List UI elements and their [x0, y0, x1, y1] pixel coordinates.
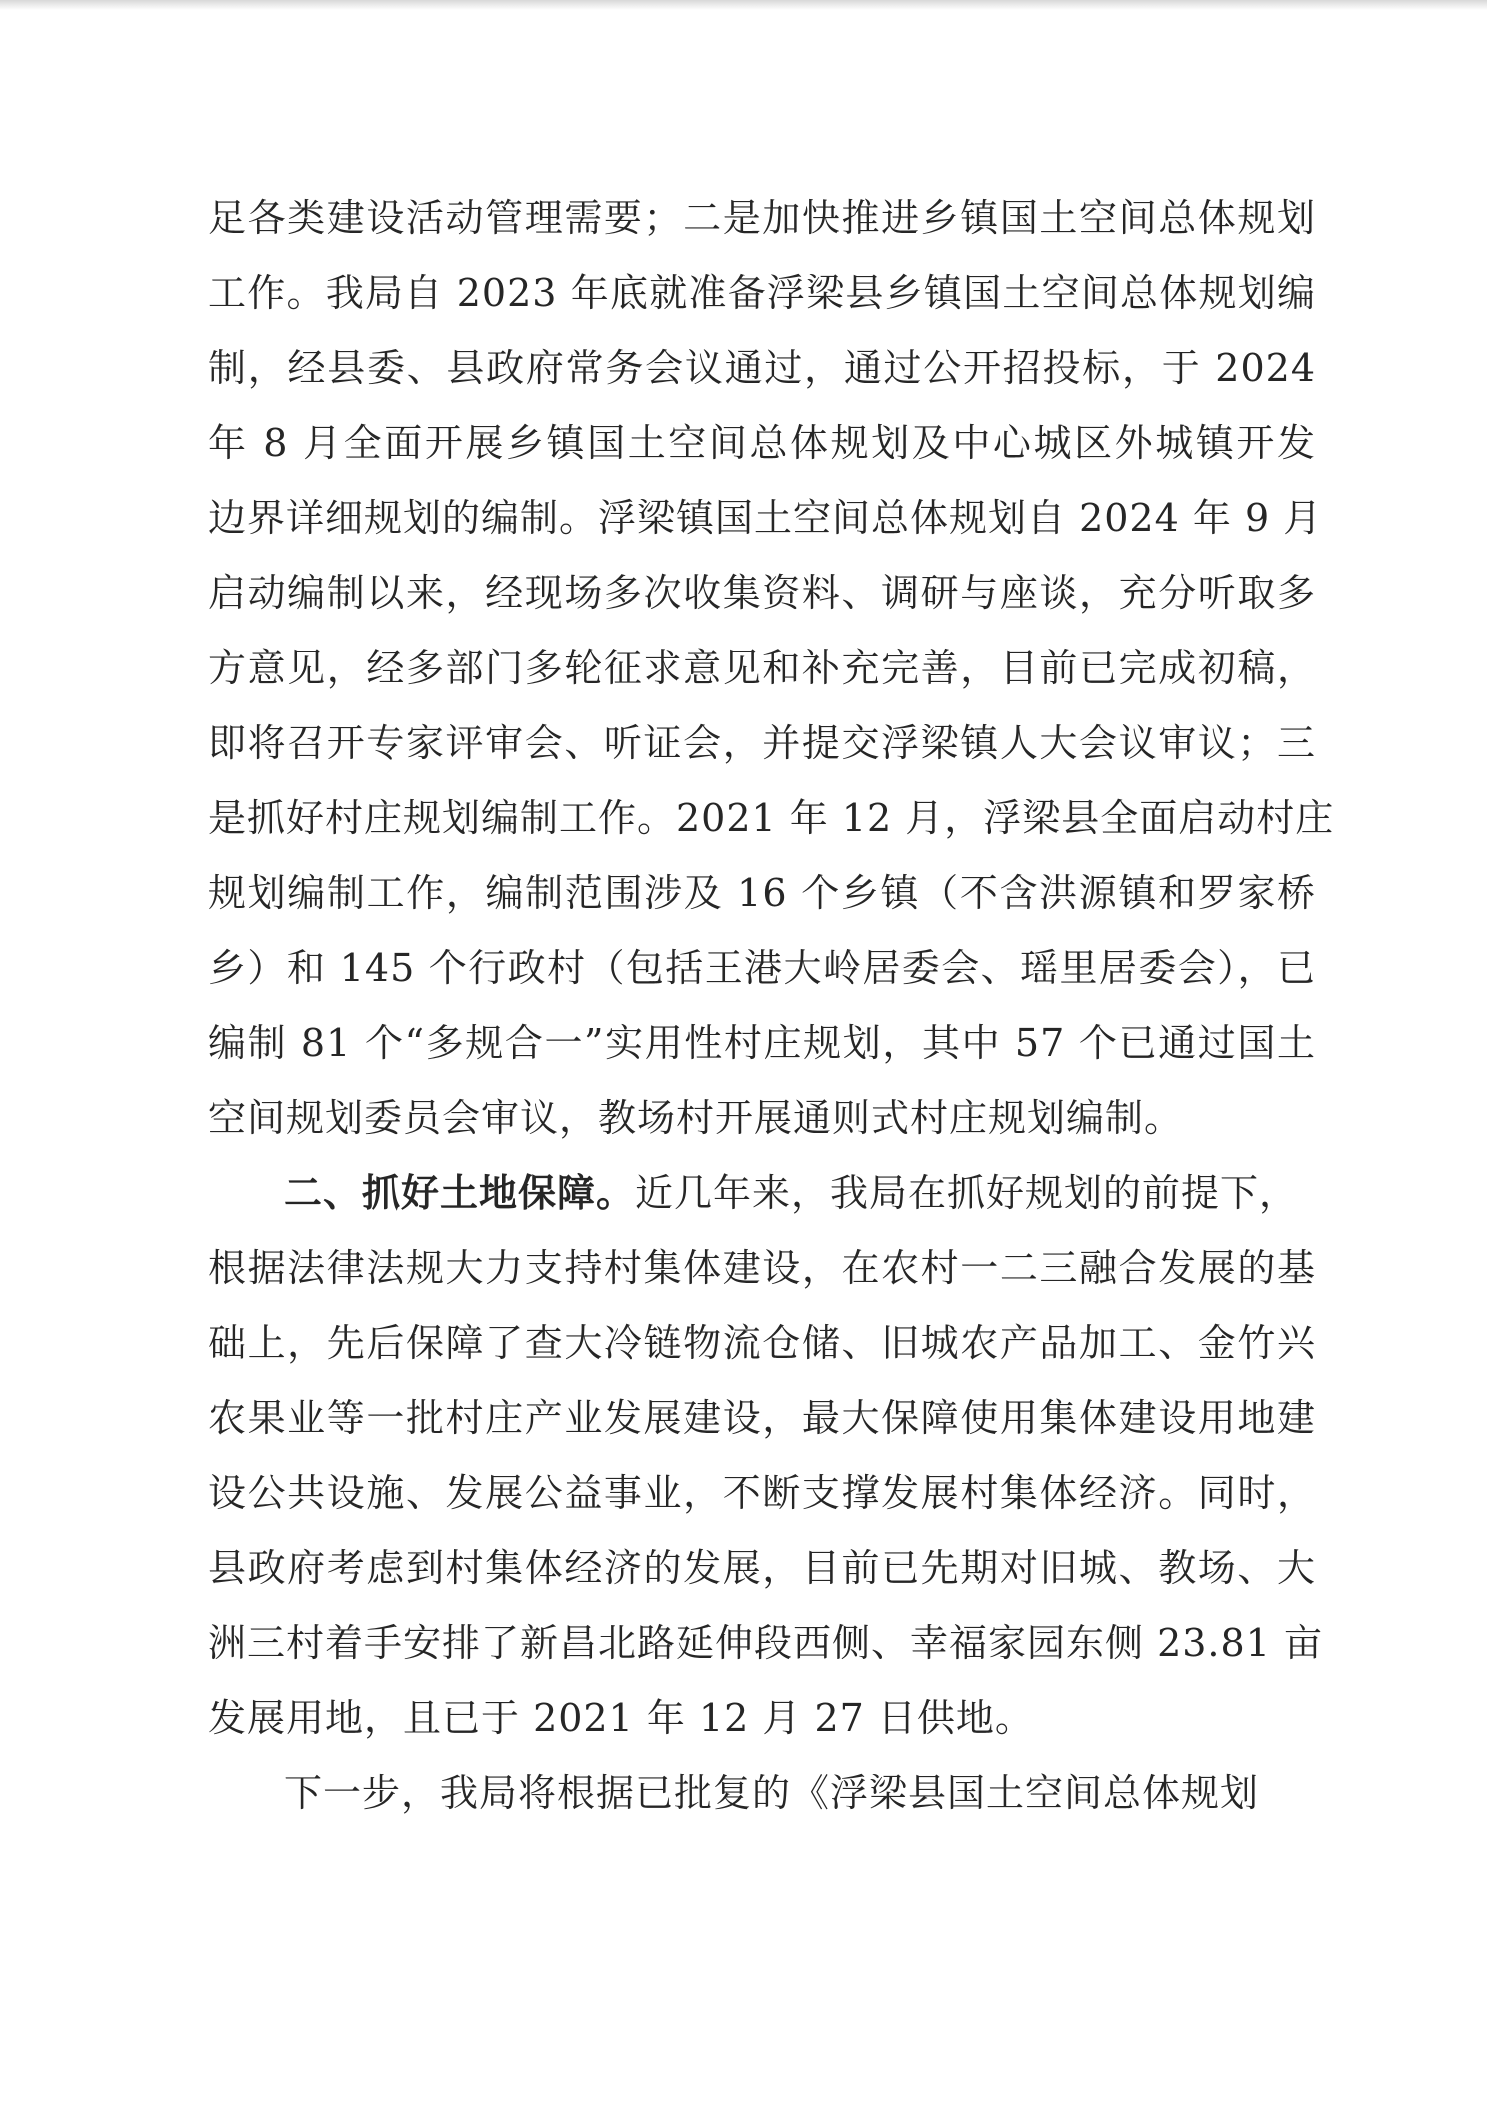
paragraph-line: 制，经县委、县政府常务会议通过，通过公开招投标，于 2024 [208, 346, 1316, 390]
paragraph-line: 即将召开专家评审会、听证会，并提交浮梁镇人大会议审议；三 [208, 721, 1316, 765]
paragraph-line: 方意见，经多部门多轮征求意见和补充完善，目前已完成初稿， [208, 646, 1316, 690]
paragraph-line: 边界详细规划的编制。浮梁镇国土空间总体规划自 2024 年 9 月 [208, 496, 1323, 540]
paragraph-line: 年 8 月全面开展乡镇国土空间总体规划及中心城区外城镇开发 [208, 421, 1316, 465]
paragraph-line: 规划编制工作，编制范围涉及 16 个乡镇（不含洪源镇和罗家桥 [208, 871, 1316, 915]
paragraph-line: 发展用地，且已于 2021 年 12 月 27 日供地。 [208, 1696, 1034, 1740]
paragraph-line: 编制 81 个“多规合一”实用性村庄规划，其中 57 个已通过国土 [208, 1021, 1316, 1065]
paragraph-line: 工作。我局自 2023 年底就准备浮梁县乡镇国土空间总体规划编 [208, 271, 1316, 315]
paragraph-line: 是抓好村庄规划编制工作。2021 年 12 月，浮梁县全面启动村庄 [208, 796, 1335, 840]
scan-edge [0, 0, 1487, 10]
paragraph-line: 县政府考虑到村集体经济的发展，目前已先期对旧城、教场、大 [208, 1546, 1316, 1590]
paragraph-line: 根据法律法规大力支持村集体建设，在农村一二三融合发展的基 [208, 1246, 1316, 1290]
paragraph-line: 足各类建设活动管理需要；二是加快推进乡镇国土空间总体规划 [208, 196, 1316, 240]
section-2-first-line [284, 1165, 1316, 1221]
section-2-heading: 二、抓好土地保障。 [284, 1170, 636, 1215]
paragraph-line: 农果业等一批村庄产业发展建设，最大保障使用集体建设用地建 [208, 1396, 1316, 1440]
paragraph-line: 设公共设施、发展公益事业，不断支撑发展村集体经济。同时， [208, 1471, 1316, 1515]
paragraph-line: 洲三村着手安排了新昌北路延伸段西侧、幸福家园东侧 23.81 亩 [208, 1621, 1323, 1665]
paragraph-line: 乡）和 145 个行政村（包括王港大岭居委会、瑶里居委会），已 [208, 946, 1316, 990]
paragraph-line: 启动编制以来，经现场多次收集资料、调研与座谈，充分听取多 [208, 571, 1316, 615]
next-step-line: 下一步，我局将根据已批复的《浮梁县国土空间总体规划 [284, 1771, 1260, 1815]
paragraph-line: 空间规划委员会审议，教场村开展通则式村庄规划编制。 [208, 1096, 1184, 1140]
paragraph-line: 础上，先后保障了查大冷链物流仓储、旧城农产品加工、金竹兴 [208, 1321, 1316, 1365]
section-2-first-line-text: 近几年来，我局在抓好规划的前提下， [635, 1171, 1299, 1215]
